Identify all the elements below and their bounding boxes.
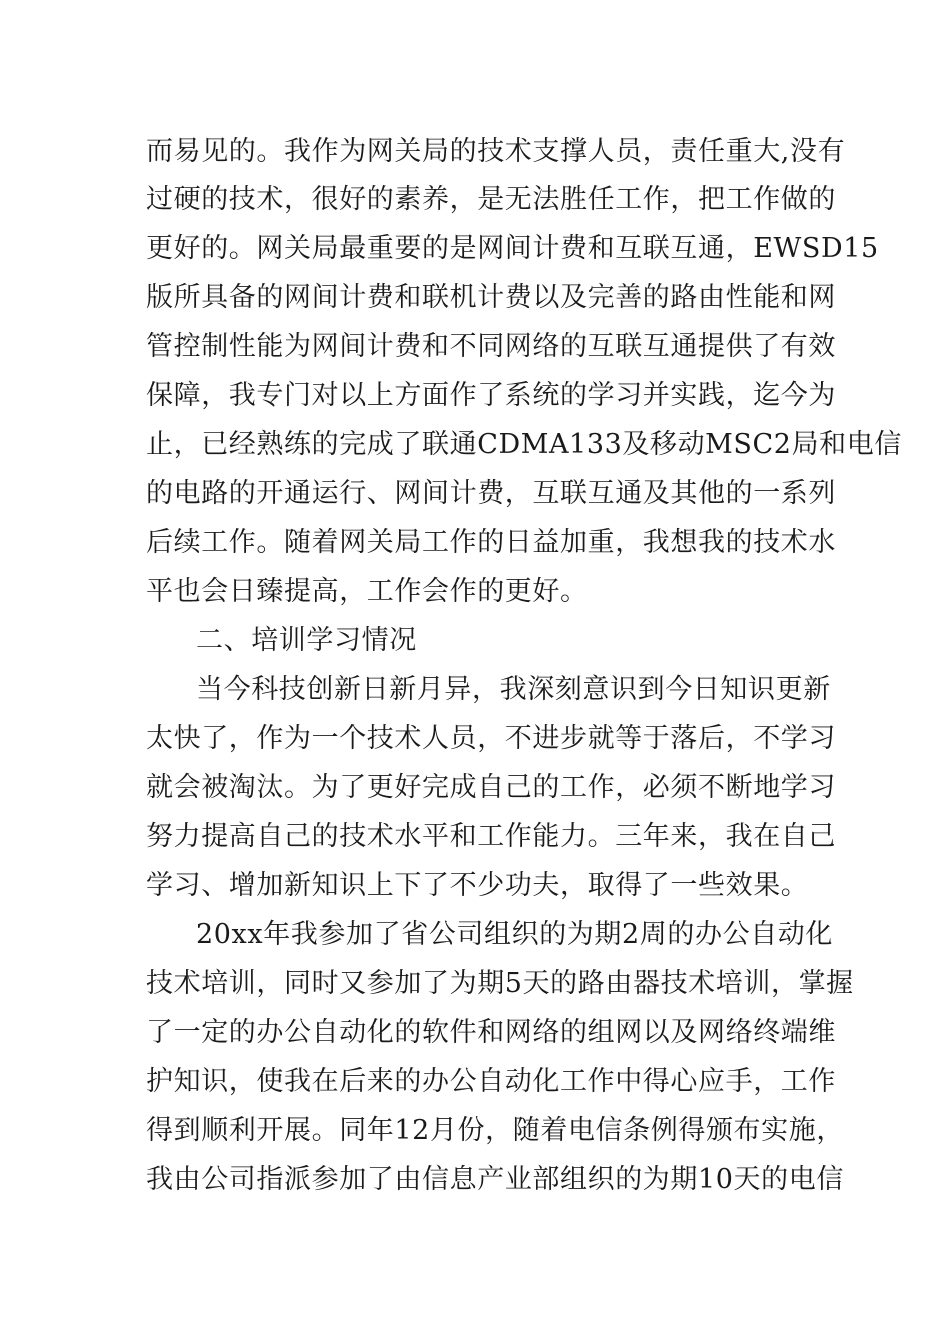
text-line: 后续工作。随着网关局工作的日益加重，我想我的技术水 — [146, 527, 836, 558]
text-line: 我由公司指派参加了由信息产业部组织的为期10天的电信 — [146, 1164, 844, 1195]
text-line: 20xx年我参加了省公司组织的为期2周的办公自动化 — [196, 919, 833, 950]
text-line: 过硬的技术，很好的素养，是无法胜任工作，把工作做的 — [146, 184, 836, 215]
text-line: 保障，我专门对以上方面作了系统的学习并实践，迄今为 — [146, 380, 836, 411]
text-line: 就会被淘汰。为了更好完成自己的工作，必须不断地学习 — [146, 772, 836, 803]
text-line: 的电路的开通运行、网间计费，互联互通及其他的一系列 — [146, 478, 836, 509]
text-line: 护知识，使我在后来的办公自动化工作中得心应手，工作 — [146, 1066, 836, 1097]
text-line: 版所具备的网间计费和联机计费以及完善的路由性能和网 — [146, 282, 836, 313]
section-heading: 二、培训学习情况 — [196, 625, 417, 656]
text-line: 得到顺利开展。同年12月份，随着电信条例得颁布实施， — [146, 1115, 844, 1146]
text-line: 管控制性能为网间计费和不同网络的互联互通提供了有效 — [146, 331, 836, 362]
text-line: 止，已经熟练的完成了联通CDMA133及移动MSC2局和电信 — [146, 429, 902, 460]
text-line: 更好的。网关局最重要的是网间计费和互联互通，EWSD15 — [146, 233, 879, 264]
text-line: 努力提高自己的技术水平和工作能力。三年来，我在自己 — [146, 821, 836, 852]
text-line: 平也会日臻提高，工作会作的更好。 — [146, 576, 588, 607]
text-line: 太快了，作为一个技术人员，不进步就等于落后，不学习 — [146, 723, 836, 754]
text-line: 而易见的。我作为网关局的技术支撑人员，责任重大,没有 — [146, 136, 846, 167]
text-line: 技术培训，同时又参加了为期5天的路由器技术培训，掌握 — [146, 968, 854, 999]
text-line: 了一定的办公自动化的软件和网络的组网以及网络终端维 — [146, 1017, 836, 1048]
text-line: 当今科技创新日新月异，我深刻意识到今日知识更新 — [196, 674, 831, 705]
text-line: 学习、增加新知识上下了不少功夫，取得了一些效果。 — [146, 870, 809, 901]
